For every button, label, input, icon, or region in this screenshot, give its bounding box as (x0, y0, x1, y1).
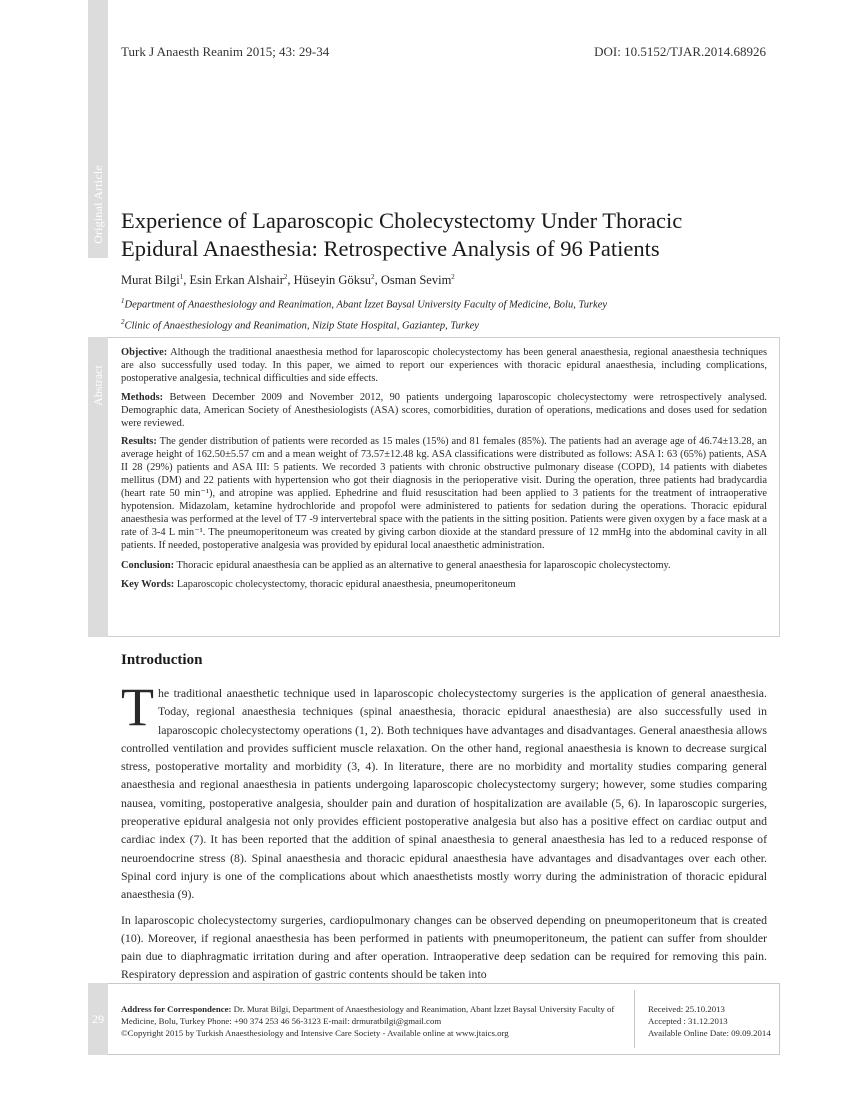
author-list (121, 273, 455, 288)
methods-label: Methods: (121, 391, 164, 403)
author-name: Hüseyin Göksu (293, 273, 372, 288)
page-number: 29 (92, 1011, 104, 1026)
objective-text: Although the traditional anaesthesia method for laparoscopic cholecystectomy has been general anaesthesia, regional anaesthesia techniques are also successfully used today. In this paper, we aimed to report our experiences with thoracic epidural anaesthesia, including complications, postoperative analgesia, technical difficulties and side effects. (121, 347, 767, 384)
author-separator: , (287, 273, 294, 288)
affiliation (121, 293, 781, 314)
author-affil-marker: 2 (371, 273, 375, 281)
introduction-heading: Introduction (121, 652, 203, 668)
correspondence-text: Dr. Murat Bilgi, Department of Anaesthesiology and Reanimation, Abant İzzet Baysal University Faculty of Medicine, Bolu, Turkey Phone: +90 374 253 46 56-3123 E-mail: drmuratbilgi@gmail.com (121, 1004, 615, 1026)
article-type-label (88, 150, 108, 258)
journal-citation: Turk J Anaesth Reanim 2015; 43: 29-34 (121, 44, 330, 59)
author-affil-marker: 2 (283, 273, 288, 281)
correspondence-address (121, 1003, 626, 1027)
methods-text: Between December 2009 and November 2012, 90 patients undergoing laparoscopic cholecystectomy were retrospectively analysed. Demographic data, American Society of Anesthesiologists (ASA) scores, comorbidities, duration of operations, medications and doses used for sedation were reviewed. (121, 391, 767, 429)
received-date: Received: 25.10.2013 (648, 1004, 725, 1014)
introduction-paragraph (121, 677, 767, 904)
abstract-methods (121, 392, 767, 431)
conclusion-label: Conclusion: (121, 559, 175, 571)
introduction-body (121, 677, 767, 991)
correspondence-label: Address for Correspondence: (121, 1004, 232, 1014)
results-text: The gender distribution of patients were recorded as 15 males (15%) and 81 females (85%). The patients had an average age of 46.74±13.28, an average height of 162.50±5.57 cm and a mean weight of 73.57±12.48 kg. ASA classifications were distributed as follows: ASA I: 63 (65%) patients, ASA II 28 (29%) patients and ASA III: 5 patients. We recorded 3 patients with chronic obstructive pulmonary disease (COPD), 14 patients with diabetes mellitus (DM) and 22 patients with hypertension who got their diagnosis in the perioperative visit. During the operation, three patients had bradycardia (heart rate 50 min⁻¹), and atropine was applied. Ephedrine and fluid resuscitation had been applied to 3 patients for the treatment of intraoperative hypotension. Midazolam, ketamine hydrochloride and propofol were administered to patients for sedation during the operations. Thoracic epidural anaesthesia was performed at the level of T7 -9 intervertebral space with the patients in the sitting position. Patients were given oxygen by a face mask at a rate of 3-4 L min⁻¹. The pneumoperitoneum was created by giving carbon dioxide at the standard pressure of 12 mmHg into the abdominal cavity in all patients. If needed, postoperative analgesia was provided by epidural local anaesthetic administration. (121, 436, 767, 551)
results-label: Results: (121, 436, 157, 448)
affiliation-marker: 2 (121, 317, 125, 326)
conclusion-text: Thoracic epidural anaesthesia can be applied as an alternative to general anaesthesia for laparoscopic cholecystectomy. (176, 559, 671, 571)
page-number-tab (88, 983, 108, 1055)
affiliations (121, 293, 781, 334)
introduction-paragraph: In laparoscopic cholecystectomy surgeries, cardiopulmonary changes can be observed depending on pneumoperitoneum that is created (10). Moreover, if regional anaesthesia has been performed in patients with pneumoperitoneum, the patient can suffer from shoulder pain due to diaphragmatic irritation during and after operation. Intraoperative deep sedation can be required for removing this pain. Respiratory depression and aspiration of gastric contents should be taken into (121, 912, 767, 982)
article-type-text: Original Article (90, 164, 105, 244)
affiliation-text: Department of Anaesthesiology and Reanimation, Abant İzzet Baysal University Faculty of Medicine, Bolu, Turkey (124, 299, 608, 311)
article-title: Experience of Laparoscopic Cholecystectomy Under Thoracic Epidural Anaesthesia: Retrospective Analysis of 96 Patients (121, 208, 683, 261)
footer-divider (634, 990, 635, 1048)
keywords-text: Laparoscopic cholecystectomy, thoracic epidural anaesthesia, pneumoperitoneum (176, 578, 516, 590)
article-dates (648, 1003, 776, 1039)
doi: DOI: 10.5152/TJAR.2014.68926 (594, 44, 766, 59)
abstract-results (121, 436, 767, 552)
objective-label: Objective: (121, 347, 168, 358)
affiliation-text: Clinic of Anaesthesiology and Reanimation, Nizip State Hospital, Gaziantep, Turkey (124, 320, 479, 331)
abstract-objective (121, 347, 767, 386)
online-date: Available Online Date: 09.09.2014 (648, 1028, 771, 1038)
affiliation (121, 314, 781, 335)
abstract-conclusion (121, 560, 767, 573)
author-affil-marker: 2 (451, 273, 455, 281)
author-separator: , (374, 273, 381, 288)
running-head (121, 44, 766, 60)
keywords-label: Key Words: (121, 578, 175, 590)
author-separator: , (183, 273, 190, 288)
accepted-date: Accepted : 31.12.2013 (648, 1016, 728, 1026)
introduction-paragraph-text: he traditional anaesthetic technique used in laparoscopic cholecystectomy surgeries is the application of general anaesthesia. Today, regional anaesthesia techniques (spinal anaesthesia, thoracic epidural anaesthesia) are also successfully used in laparoscopic cholecystectomy operations (1, 2). Both techniques have advantages and disadvantages. General anaesthesia allows controlled ventilation and provides sufficient muscle relaxation. On the other hand, regional anaesthesia is known to decrease surgical stress, postoperative mortality and morbidity (3, 4). In literature, there are no morbidity and mortality studies comparing general anaesthesia and regional anaesthesia in patients undergoing laparoscopic cholecystectomy surgery; however, some studies comparing nausea, vomiting, postoperative analgesia, shoulder pain and duration of hospitalization are available (5, 6). In laparoscopic surgeries, preoperative epidural analgesia not only provides efficient postoperative analgesia but also has a positive effect on cardiac output and cardiac index (7). It has been reported that the addition of spinal anaesthesia to general anaesthesia has led to a reduced response of neuroendocrine stress (8). Spinal anaesthesia and thoracic epidural anaesthesia have advantages and disadvantages over each other. Spinal cord injury is one of the complications about which anaesthetists mostly worry during the administration of thoracic epidural anaesthesia (9). (121, 686, 767, 902)
author-name: Osman Sevim (380, 273, 452, 288)
abstract-label-text: Abstract (90, 364, 105, 406)
abstract-label (88, 337, 108, 433)
author-affil-marker: 1 (179, 273, 184, 281)
author-name: Murat Bilgi (121, 273, 180, 288)
affiliation-marker: 1 (121, 297, 125, 305)
copyright-notice: ©Copyright 2015 by Turkish Anaesthesiology and Intensive Care Society - Available online at www.jtaics.org (121, 1028, 509, 1038)
author-name: Esin Erkan Alshair (189, 273, 284, 288)
drop-cap: T (121, 677, 154, 737)
abstract-keywords (121, 579, 767, 592)
correspondence-block (121, 1003, 626, 1039)
abstract-body (121, 347, 767, 597)
